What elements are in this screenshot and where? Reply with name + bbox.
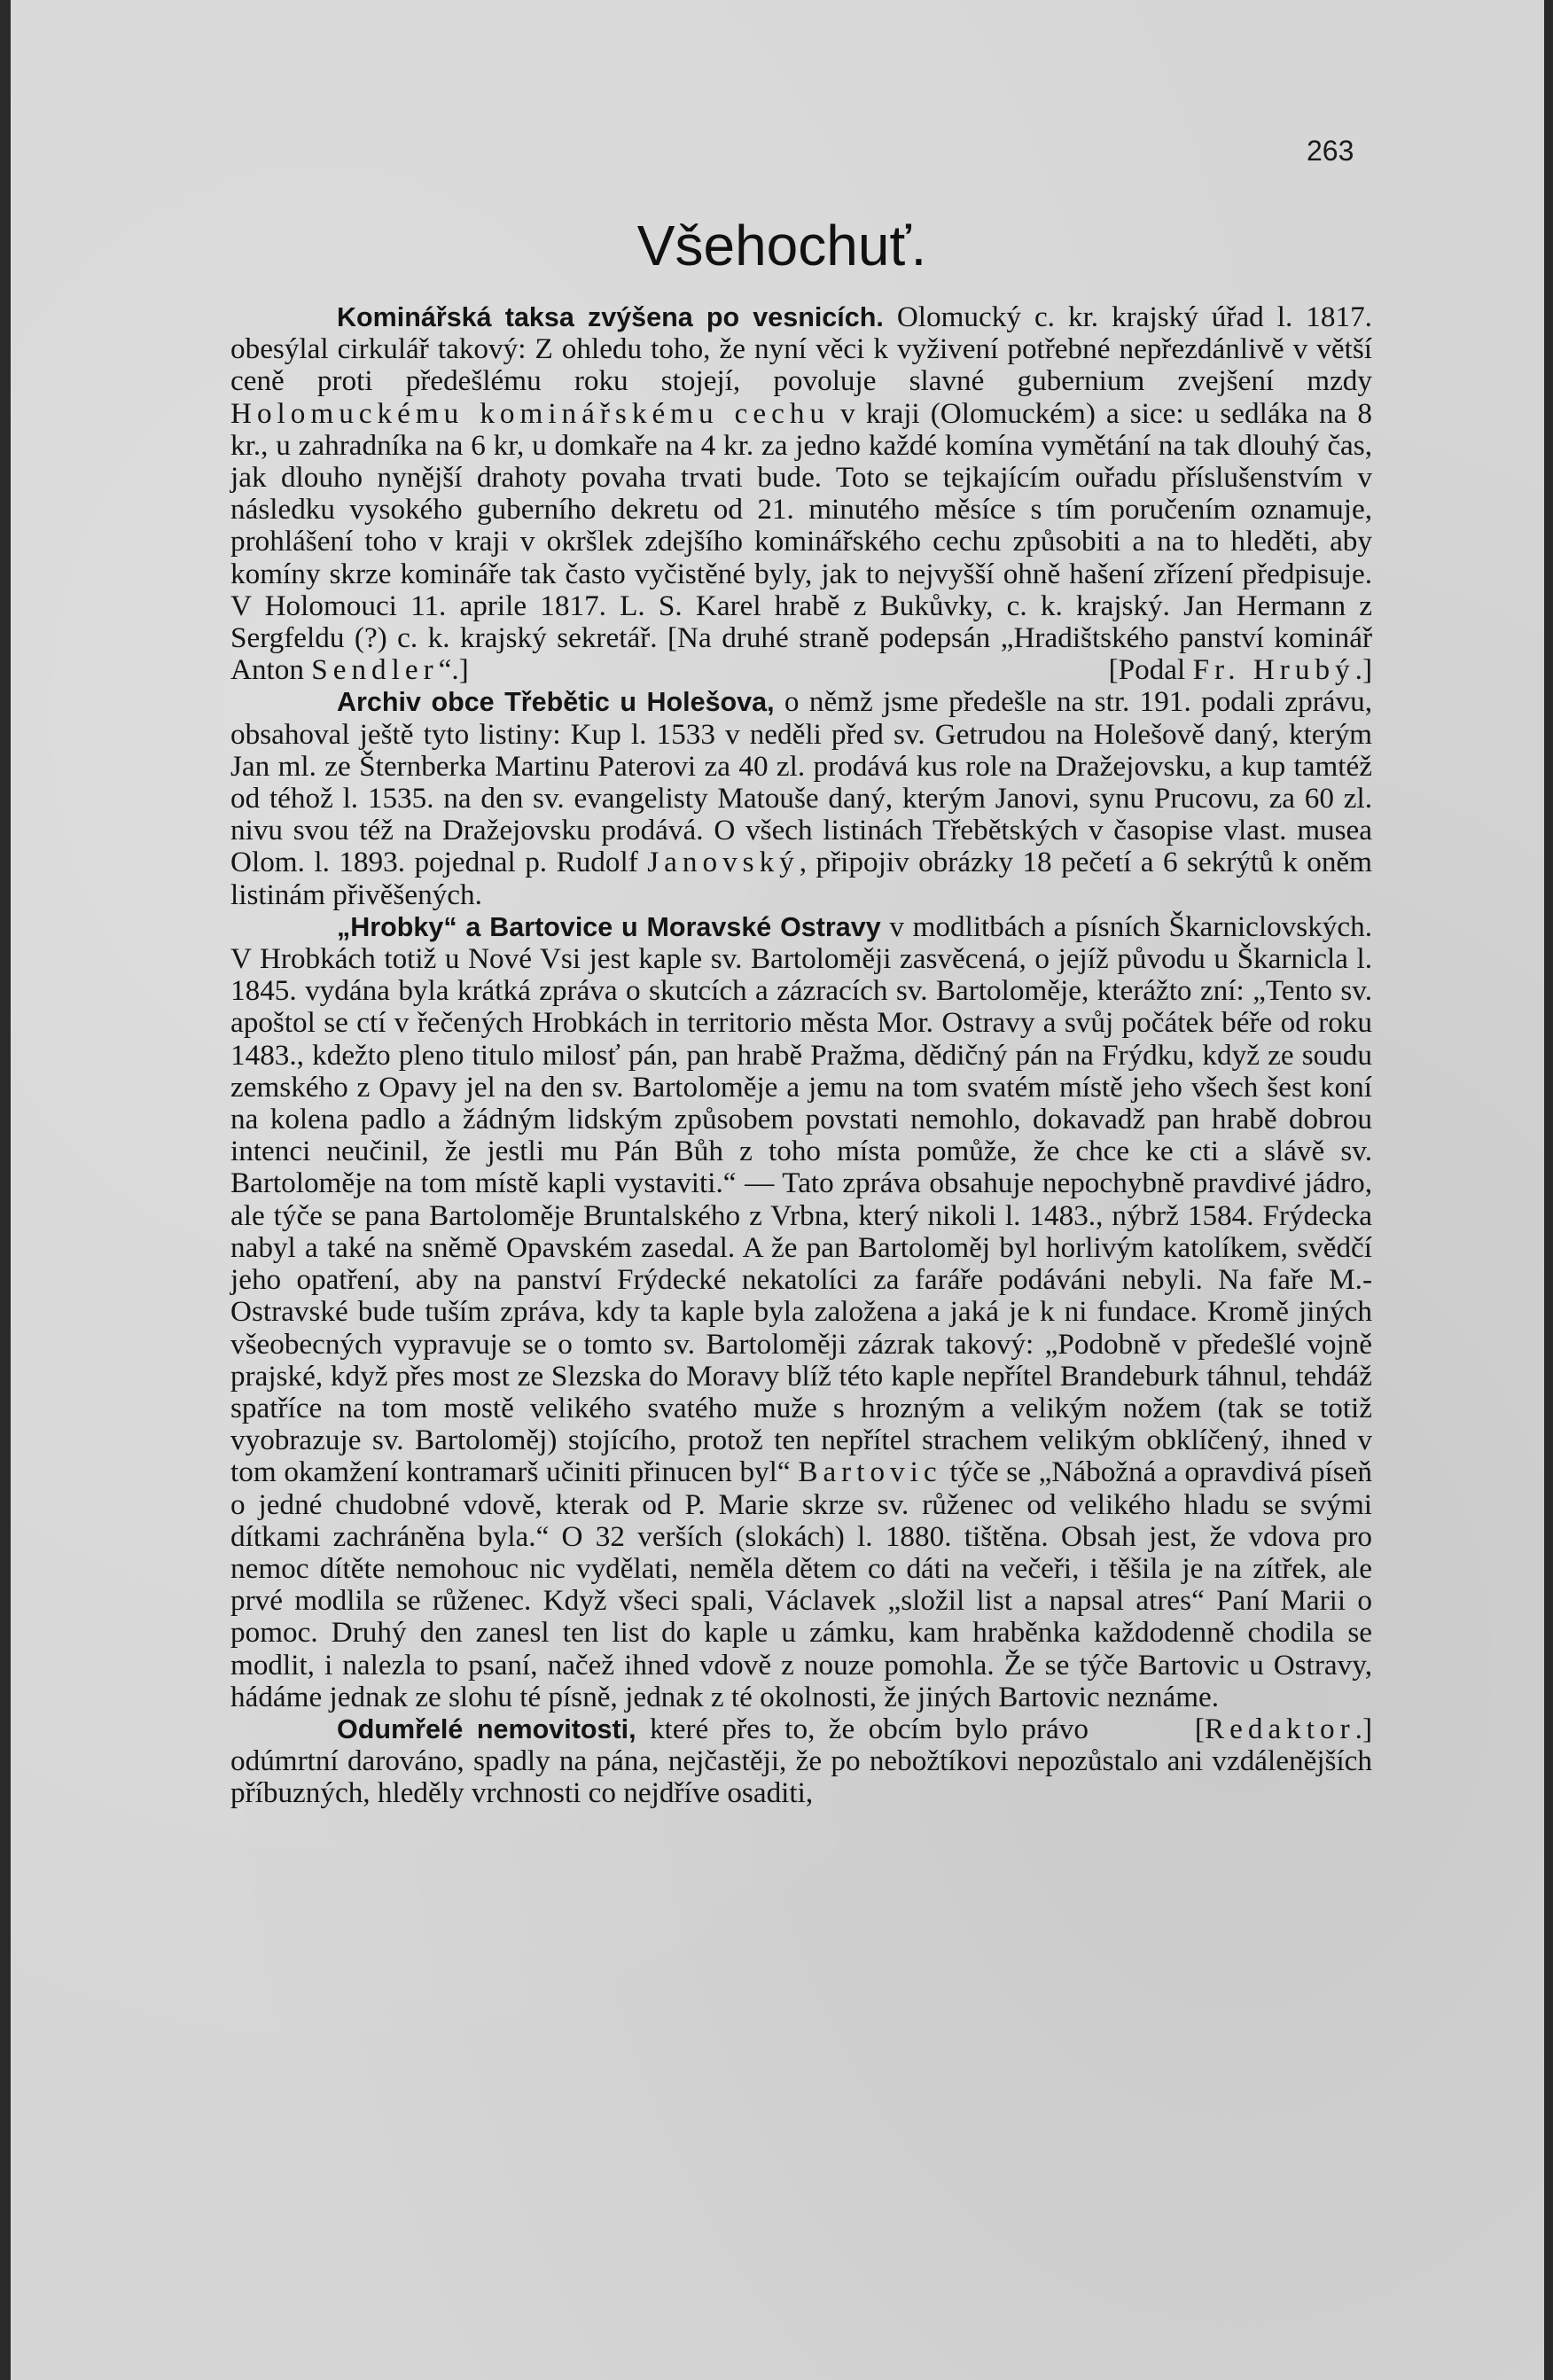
page-number: 263 [1307,135,1354,167]
paragraph-text: v kraji (Olomuckém) a sice: u sedláka na 8 kr., u zahradníka na 6 kr, u domkaře na 4 kr. za jedno každé komína vymětání na tak dlouhý čas, jak dlouho nynější drahoty povaha trvati bude. Toto se tejkajícím ouřadu příslušenstvím v následku vysokého guberního dekretu od 21. minutého měsíce s tím poručením oznamuje, prohlášení toho v kraji v okršlek zdejšího kominářského cechu způsobiti a na to hleděti, aby komíny skrze komináře tak často vyčistěné byly, jak to nejvyšší ohně hašení zřízení předpisuje. V Holomouci 11. aprile 1817. L. S. Karel hrabě z Bukůvky, c. k. krajský. Jan Hermann z Sergfeldu (?) c. k. krajský sekretář. [Na druhé straně podepsán „Hradištského panství kominář Anton [230,396,1372,687]
signature-suffix: .] [1354,653,1372,687]
paragraph-text: týče se „Nábožná a opravdivá píseň o jedné chudobné vdově, kterak od P. Marie skrze sv. růženec od velikého hladu se svými dítkami zachráněna byla.“ O 32 verších (slokách) l. 1880. tištěna. Obsah jest, že vdova pro nemoc dítěte nemohouc nic vydělati, neměla dětem co dáti na večeři, i těšila je na zítřek, ale prvé modlila se růženec. Když všeci spali, Václavek „složil list a napsal atres“ Paní Marii o pomoc. Druhý den zanesl ten list do kaple u zámku, kam hraběnka každodenně chodila se modlit, i nalezla to psaní, načež ihned vdově z nouze pomohla. Že se týče Bartovic u Ostravy, hádáme jednak ze slohu té písně, jednak z té okolnosti, že jiných Bartovic neznáme. [230,1455,1372,1713]
paragraph-heading: Archiv obce Třebětic u Holešova, [337,687,775,718]
page-title: Všehochuť. [636,214,927,277]
contributor-signature [1003,654,1372,686]
paragraph-text: , připojiv obrázky 18 pečetí a 6 sekrýtů k oněm listinám přivěšených. [230,846,1372,911]
paragraph-heading: „Hrobky“ a Bartovice u Moravské Ostravy [337,911,881,942]
signature-suffix: .] [1354,1712,1372,1745]
paragraph-text: “.] [438,653,469,687]
spaced-name: Bartovic [798,1455,942,1489]
paragraph-heading: Odumřelé nemovitosti, [337,1713,636,1744]
signature-prefix: [Podal [1108,653,1193,687]
paragraph-chimney-sweep-tax [230,301,1372,686]
paragraph-heading: Kominářská taksa zvýšena po vesnicích. [337,302,884,332]
paragraph-text: které přes to, že obcím bylo právo odúmrtní darováno, spadly na pána, nejčastěji, že po nebožtíkovi nepozůstalo ani vzdálenějších příbuzných, hleděly vrchnosti co nejdříve osaditi, [230,1712,1372,1810]
paragraph-text: o němž jsme předešle na str. 191. podali zprávu, obsahoval ještě tyto listiny: Kup l. 1533 v neděli před sv. Getrudou na Holešově daný, kterým Jan ml. ze Šternberka Martinu Paterovi za 40 zl. prodává kus role na Dražejovsku, a kup tamtéž od téhož l. 1535. na den sv. evangelisty Matouše daný, kterým Janovi, synu Prucovu, za 60 zl. nivu svou též na Dražejovsku prodává. O všech listinách Třebětských v časopise vlast. musea Olom. l. 1893. pojednal p. Rudolf [230,685,1372,879]
signature-name: Redaktor [1204,1712,1355,1745]
document-page [11,0,1544,2380]
spaced-name: Sendler [311,653,439,687]
spaced-name: Janovský [647,846,800,879]
spaced-name: Holomuckému kominářskému cechu [230,396,831,430]
signature-prefix: [ [1194,1712,1205,1745]
paragraph-text: Olomucký c. kr. krajský úřad l. 1817. obesýlal cirkulář takový: Z ohledu toho, že nyní věci k vyživení potřebné nepřezdánlivě v větší ceně proti předešlému roku stojejí, povoluje slavné gubernium zvejšení mzdy [230,300,1372,398]
paragraph-text: v modlitbách a písních Škarniclovských. V Hrobkách totiž u Nové Vsi jest kaple sv. Bartoloměji zasvěcená, o jejíž původu u Škarnicla l. 1845. vydána byla krátká zpráva o skutcích a zázracích sv. Bartoloměje, kterážto zní: „Tento sv. apoštol se ctí v řečených Hrobkách in territorio města Mor. Ostravy a svůj počátek béře od roku 1483., kdežto pleno titulo milosť pán, pan hrabě Pražma, dědičný pán na Frýdku, když ze soudu zemského z Opavy jel na den sv. Bartoloměje a jemu na tom svatém místě jeho všech šest koní na kolena padlo a žádným lidským způsobem povstati nemohlo, dokavadž pan hrabě dobrou intenci neučinil, že jestli mu Pán Bůh z toho místa pomůže, že chce ke cti a slávě sv. Bartoloměje na tom místě kapli vystaviti.“ — Tato zpráva obsahuje nepochybně pravdivé jádro, ale týče se pana Bartoloměje Bruntalského z Vrbna, který nikoli l. 1483., nýbrž 1584. Frýdecka nabyl a také na sněmě Opavském zasedal. A že pan Bartoloměj byl horlivým katolíkem, svědčí jeho opatření, aby na panství Frýdecké nekatolíci za faráře podáváni nebyli. Na faře M.-Ostravské bude tuším zpráva, kdy ta kaple byla založena a jaká je k ni fundace. Kromě jiných všeobecných vypravuje se o tomto sv. Bartoloměji zázrak takový: „Podobně v předešlé vojně prajské, když přes most ze Slezska do Moravy blíž této kaple nepřítel Brandeburk táhnul, tehdáž spatříce na tom mostě velikého svatého muže s hrozným a velikým nožem (tak se totiž vyobrazuje sv. Bartoloměj) stojícího, protož ten nepřítel strachem velikým obklíčený, ihned v tom okamžení kontramarš učiniti přinucen byl“ [230,909,1372,1489]
contributor-signature [1089,1713,1372,1745]
paragraph-trebetice-archive [230,686,1372,910]
article-body [230,301,1372,1810]
signature-name: Fr. Hrubý [1192,653,1355,687]
